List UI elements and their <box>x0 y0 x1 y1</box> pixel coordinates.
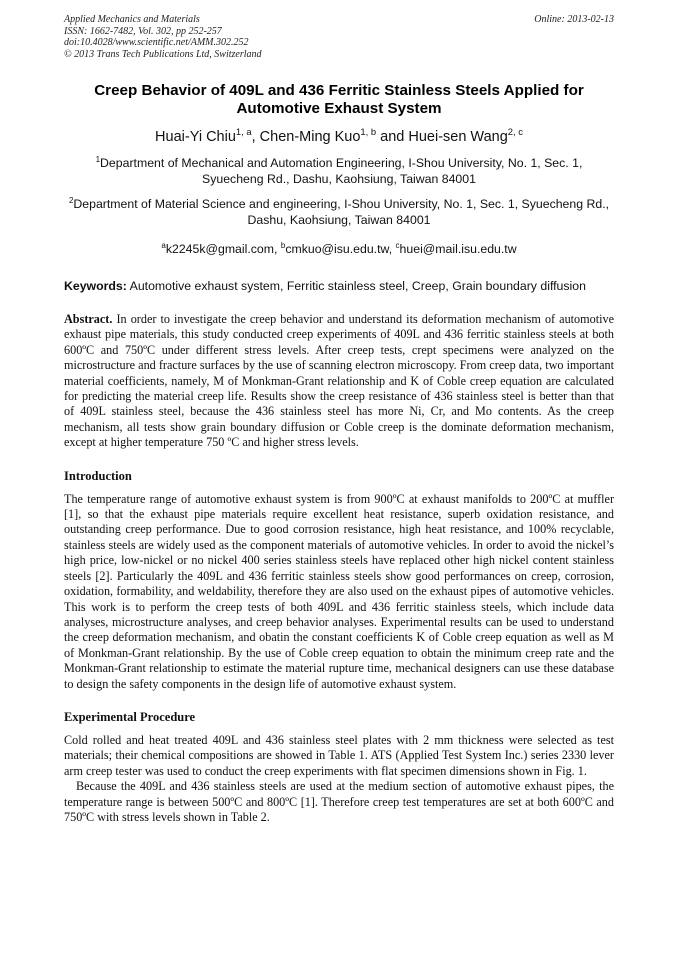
paper-page <box>64 14 614 825</box>
author-1: Huai-Yi Chiu$^{1, a}$ <box>155 126 252 145</box>
email-c[interactable]: $^c$huei@mail.isu.edu.tw <box>395 241 517 256</box>
paper-title: Creep Behavior of 409L and 436 Ferritic Stainless Steels Applied for Automotive Exhaust System <box>94 82 584 117</box>
journal-header <box>64 14 614 60</box>
experimental-heading: Experimental Procedure <box>64 709 196 724</box>
experimental-paragraph-1: Cold rolled and heat treated 409L and 436 stainless steel plates with 2 mm thickness were selected as test materials; their chemical compositions are showed in Table 1. ATS (Applied Test System Inc.) series 2330 lever arm creep tester was used to conduct the creep experiments with flat specimen dimensions shown in Fig. 1. <box>64 732 614 778</box>
abstract <box>64 312 614 451</box>
author-emails: $^a$k2245k@gmail.com, $^b$cmkuo@isu.edu.tw, $^c$huei@mail.isu.edu.tw <box>161 241 517 256</box>
doi-line[interactable]: doi:10.4028/www.scientific.net/AMM.302.252 <box>64 37 249 48</box>
email-b[interactable]: $^b$cmkuo@isu.edu.tw <box>280 241 389 256</box>
introduction-heading: Introduction <box>64 468 132 483</box>
copyright-line: © 2013 Trans Tech Publications Ltd, Switzerland <box>64 48 262 60</box>
abstract-label: Abstract. <box>64 312 113 326</box>
author-3: Huei-sen Wang$^{2, c}$ <box>408 126 523 145</box>
email-a[interactable]: $^a$k2245k@gmail.com <box>161 241 275 256</box>
online-date: Online: 2013-02-13 <box>534 14 614 25</box>
affiliation-1: $^1$Department of Mechanical and Automation Engineering, I-Shou University, No. 1, Sec. 1, Syuecheng Rd., Dashu, Kaohsiung, Taiwan 84001 <box>95 155 583 186</box>
affiliation-2: $^2$Department of Material Science and engineering, I-Shou University, No. 1, Sec. 1, Syuecheng Rd., Dashu, Kaohsiung, Taiwan 84001 <box>68 196 610 227</box>
keywords <box>64 279 614 294</box>
issn-line: ISSN: 1662-7482, Vol. 302, pp 252-257 <box>64 25 222 37</box>
experimental-paragraph-2: Because the 409L and 436 stainless steels are used at the medium section of automotive exhaust pipes, the temperature range is between 500ºC and 800ºC [1]. Therefore creep test temperatures are set at both 600ºC and 750ºC with stress levels shown in Table 2. <box>64 779 614 824</box>
abstract-text: In order to investigate the creep behavior and understand its deformation mechanism of automotive exhaust pipe materials, this study conducted creep experiments of 409L and 436 ferritic stainless steels at both 600ºC and 750ºC under different stress levels. After creep tests, crept specimens were analyzed on the microstructure and fracture surfaces by the use of scanning electron microscopy. From creep data, two important material coefficients, namely, M of Monkman-Grant relationship and K of Coble creep equation are calculated for predicting the material creep life. Results show the creep resistance of 436 stainless steel is better than that of 409L stainless steel, because the 436 stainless steel has more Ni, Cr, and Mo contents. As the creep mechanism, all tests show grain boundary diffusion or Coble creep is the dominate deformation mechanism, except at higher temperature 750 ºC and higher stress levels. <box>64 312 615 450</box>
introduction-text: The temperature range of automotive exhaust system is from 900ºC at exhaust manifolds to 200ºC at muffler [1], so that the exhaust pipe materials require excellent heat resistance, superb oxidation resistance, and outstanding creep performance. Due to good corrosion resistance, high heat resistance, and 100% recyclable, stainless steels are widely used as the component materials of automotive vehicles. In order to avoid the nickel’s high price, low-nickel or no nickel 400 series stainless steels have replaced other high nickel content stainless steels [2]. Particularly the 409L and 436 ferritic stainless steels show good performances on creep, corrosion, oxidation, formability, and weldability, therefore they are also used on the exhaust pipes of automotive vehicles. This work is to perform the creep tests of both 409L and 436 ferritic stainless steels, which include data analyses, microstructure analyses, and creep behavior analyses. Experimental results can be used to understand the creep deformation mechanism, and obatin the constant coefficients K of Coble creep equation as well as M of Monkman-Grant relationship. By the use of Coble creep equation to obtain the minimum creep rate and the Monkman-Grant relationship to estimate the material rupture time, mechanical designers can use these database to design the safety components in the design life of automotive exhaust system. <box>64 491 614 691</box>
author-2: Chen-Ming Kuo$^{1, b}$ <box>259 126 377 145</box>
keywords-text: Automotive exhaust system, Ferritic stainless steel, Creep, Grain boundary diffusion <box>129 279 586 293</box>
journal-name: Applied Mechanics and Materials <box>64 14 200 25</box>
keywords-label: Keywords: <box>64 279 127 293</box>
author-list: Huai-Yi Chiu$^{1, a}$, Chen-Ming Kuo$^{1, b}$ and Huei-sen Wang$^{2, c}$ <box>155 126 523 145</box>
